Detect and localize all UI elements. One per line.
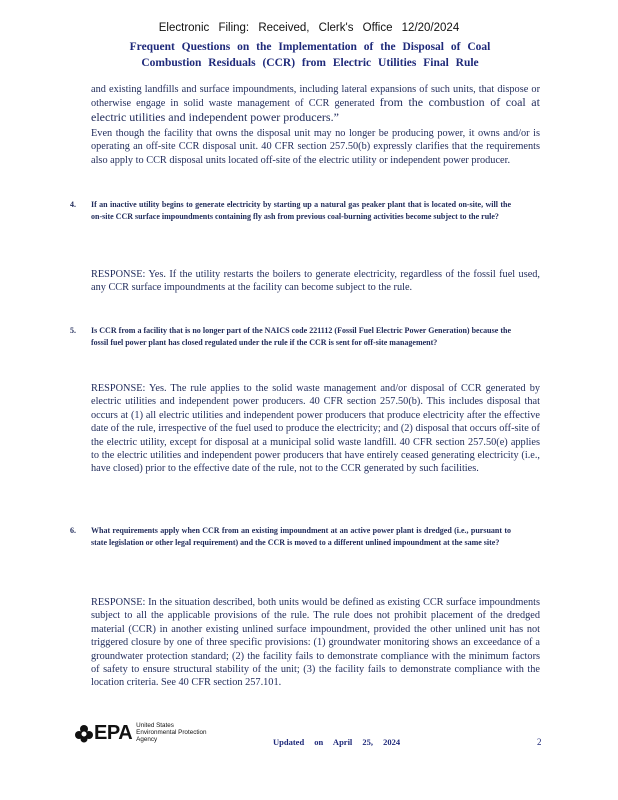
agency-line-1: United States: [136, 722, 174, 730]
agency-name: [136, 723, 206, 743]
question-number: 6.: [70, 526, 76, 535]
intro-paragraph-2: Even though the facility that owns the disposal unit may no longer be producing power, it owns and/or is operating an off-site CCR disposal unit. 40 CFR section 257.50(b) expressly clarifies that the requirements also apply to CCR disposal units located off-site of the electric utility or independent power producer.: [91, 128, 540, 166]
title-line-1: Frequent Questions on the Implementation of the Disposal of Coal: [129, 41, 491, 53]
question-number: 4.: [70, 200, 76, 209]
question-text: Is CCR from a facility that is no longer part of the NAICS code 221112 (Fossil Fuel Electric Power Generation) because the fossil fuel power plant has closed regulated under the rule if the CCR is sent for off-site management?: [91, 326, 511, 348]
intro-text: and existing landfills and surface impoundments, including lateral expansions of such units, that dispose or otherwise engage in solid waste management of CCR generated: [91, 84, 540, 110]
updated-date: Updated on April 25, 2024: [273, 737, 401, 747]
epa-logo: [74, 722, 207, 745]
question-5: [70, 325, 540, 365]
question-6: [70, 525, 540, 575]
response-5: RESPONSE: Yes. The rule applies to the solid waste management and/or disposal of CCR generated by electric utilities and independent power producers. 40 CFR section 257.50(b). This includes disposal that occurs at (1) all electric utilities and independent power producers that produce electricity after the effective date of the rule, irrespective of the fuel used to produce the electricity; and (2) disposal that occurs off-site of the electric utility, except for disposal at a municipal solid waste landfill. 40 CFR section 257.50(e) applies to the electric utilities and independent power producers that have entirely ceased generating electricity (i.e., have closed) prior to the effective date of the rule, not to the CCR generated by such facilities.: [91, 383, 540, 475]
title-line-2: Combustion Residuals (CCR) from Electric Utilities Final Rule: [141, 57, 479, 69]
question-number: 5.: [70, 326, 76, 335]
response-4: RESPONSE: Yes. If the utility restarts the boilers to generate electricity, regardless of the fossil fuel used, any CCR surface impoundments at the facility can become subject to the rule.: [91, 269, 540, 294]
question-4: [70, 199, 540, 249]
question-text: What requirements apply when CCR from an existing impoundment at an active power plant is dredged (i.e., pursuant to state legislation or other legal requirement) and the CCR is moved to a different unlined impoundment at the same site?: [91, 526, 511, 548]
intro-quote-end: from the combustion of coal at electric utilities and independent power producers.”: [91, 95, 540, 124]
filing-stamp: Electronic Filing: Received, Clerk's Office 12/20/2024: [158, 22, 460, 34]
document-title: [60, 39, 560, 71]
question-text: If an inactive utility begins to generate electricity by starting up a natural gas peaker plant that is located on-site, will the on-site CCR surface impoundments containing fly ash from previous coal-burning activities become subject to the rule?: [91, 200, 511, 222]
agency-line-3: Agency: [136, 735, 158, 743]
epa-flower-icon: [74, 724, 94, 744]
response-6: RESPONSE: In the situation described, both units would be defined as existing CCR surface impoundments subject to all the applicable provisions of the rule. The rule does not prohibit placement of the dredged material (CCR) in another existing unlined surface impoundment, provided the other unlined unit has not triggered closure by one of three specific provisions: (1) groundwater monitoring shows an exceedance of a groundwater protection standard; (2) the facility fails to demonstrate compliance with the minimum factors of safety to ensure structural stability of the unit; (3) the facility fails to demonstrate compliance with the location criteria. See 40 CFR section 257.101.: [91, 597, 540, 689]
page-number: 2: [537, 737, 542, 747]
epa-wordmark: EPA: [94, 722, 133, 744]
agency-line-2: Environmental Protection: [136, 729, 207, 737]
intro-paragraph-1: [91, 83, 540, 125]
